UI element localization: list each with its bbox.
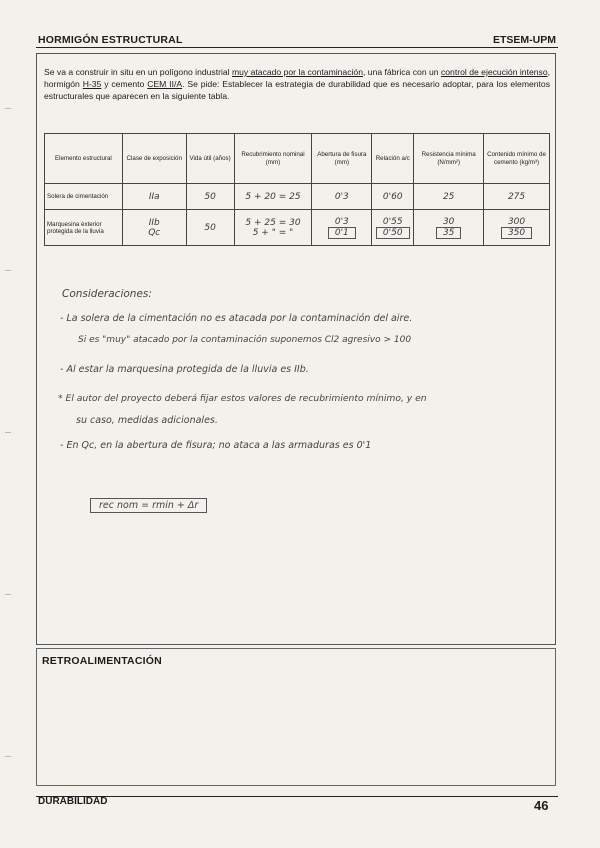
table-header-row [45, 134, 550, 184]
statement-underlined: CEM II/A [147, 79, 183, 89]
cell-strength: 25 [414, 184, 484, 210]
exposure-value: Qc [148, 227, 161, 238]
col-cement: Contenido mínimo de cemento (kg/m³) [484, 134, 550, 184]
note-line: - En Qc, en la abertura de fisura; no ataca a las armaduras es 0'1 [60, 440, 372, 451]
ratio-value: 0'55 [382, 216, 403, 227]
col-element: Elemento estructural [45, 134, 123, 184]
col-ratio: Relación a/c [372, 134, 414, 184]
page-number: 46 [534, 798, 549, 813]
statement-text: . Se pide: Establecer la estrategia de durabilidad que es necesario adoptar, para los elementos estructurales que aparecen en la siguiente tabla. [44, 79, 551, 101]
strength-value: 30 [442, 216, 455, 227]
margin-mark [5, 756, 11, 757]
table-row [45, 184, 550, 210]
cell-exposure: IIa [122, 184, 186, 210]
statement-underlined: control de ejecución intenso [440, 67, 548, 77]
cover-value: 5 + " = " [252, 227, 294, 238]
cell-life: 50 [186, 210, 234, 246]
notes-title: Consideraciones: [62, 288, 152, 300]
margin-mark [5, 594, 11, 595]
strength-value-boxed: 35 [436, 227, 461, 239]
cement-value: 300 [507, 216, 526, 227]
col-exposure: Clase de exposición [122, 134, 186, 184]
statement-text: Se va a construir in situ en un polígono industrial [44, 67, 232, 77]
cell-crack [312, 210, 372, 246]
margin-mark [5, 270, 11, 271]
feedback-title: RETROALIMENTACIÓN [42, 655, 162, 667]
cement-value-boxed: 350 [501, 227, 532, 239]
statement-underlined: muy atacado por la contaminación [231, 67, 363, 77]
cell-element: Solera de cimentación [45, 184, 123, 210]
note-line: - Al estar la marquesina protegida de la lluvia es IIb. [60, 364, 309, 375]
exercise-statement [44, 66, 550, 102]
page-header [38, 34, 556, 48]
exposure-value: IIb [148, 217, 160, 228]
statement-underlined: H-35 [82, 79, 102, 89]
cell-life: 50 [186, 184, 234, 210]
crack-value: 0'3 [334, 216, 349, 227]
note-line: - La solera de la cimentación no es atacada por la contaminación del aire. [60, 313, 413, 324]
cell-strength [414, 210, 484, 246]
margin-mark [5, 108, 11, 109]
feedback-frame [36, 648, 556, 786]
cover-value: 5 + 25 = 30 [245, 217, 301, 228]
cell-cover [234, 210, 312, 246]
cell-crack: 0'3 [312, 184, 372, 210]
note-line: su caso, medidas adicionales. [76, 415, 218, 426]
col-life: Vida útil (años) [186, 134, 234, 184]
formula-text: rec nom = rmin + Δr [90, 498, 207, 513]
header-title: HORMIGÓN ESTRUCTURAL [38, 34, 183, 46]
cell-ratio: 0'60 [372, 184, 414, 210]
formula [90, 500, 207, 511]
ratio-value-boxed: 0'50 [376, 227, 410, 239]
cell-element: Marquesina exterior protegida de la lluvia [45, 210, 123, 246]
statement-text: , hormigón [44, 67, 550, 89]
table-row [45, 210, 550, 246]
margin-mark [5, 432, 11, 433]
footer-rule [36, 796, 558, 797]
note-line: Si es "muy" atacado por la contaminación suponemos Cl2 agresivo > 100 [78, 335, 412, 345]
note-line: * El autor del proyecto deberá fijar estos valores de recubrimiento mínimo, y en [58, 393, 427, 404]
col-crack: Abertura de fisura (mm) [312, 134, 372, 184]
cell-cement [484, 210, 550, 246]
header-rule [36, 47, 558, 48]
cell-cover: 5 + 20 = 25 [234, 184, 312, 210]
statement-text: y cemento [101, 79, 148, 89]
col-strength: Resistencia mínima (N/mm²) [414, 134, 484, 184]
footer-section: DURABILIDAD [38, 796, 108, 807]
cell-exposure [122, 210, 186, 246]
crack-value-boxed: 0'1 [328, 227, 356, 239]
col-cover: Recubrimiento nominal (mm) [234, 134, 312, 184]
cell-cement: 275 [484, 184, 550, 210]
cell-ratio [372, 210, 414, 246]
statement-text: , una fábrica con un [362, 67, 441, 77]
durability-table [44, 133, 550, 246]
header-school: ETSEM-UPM [493, 34, 556, 46]
